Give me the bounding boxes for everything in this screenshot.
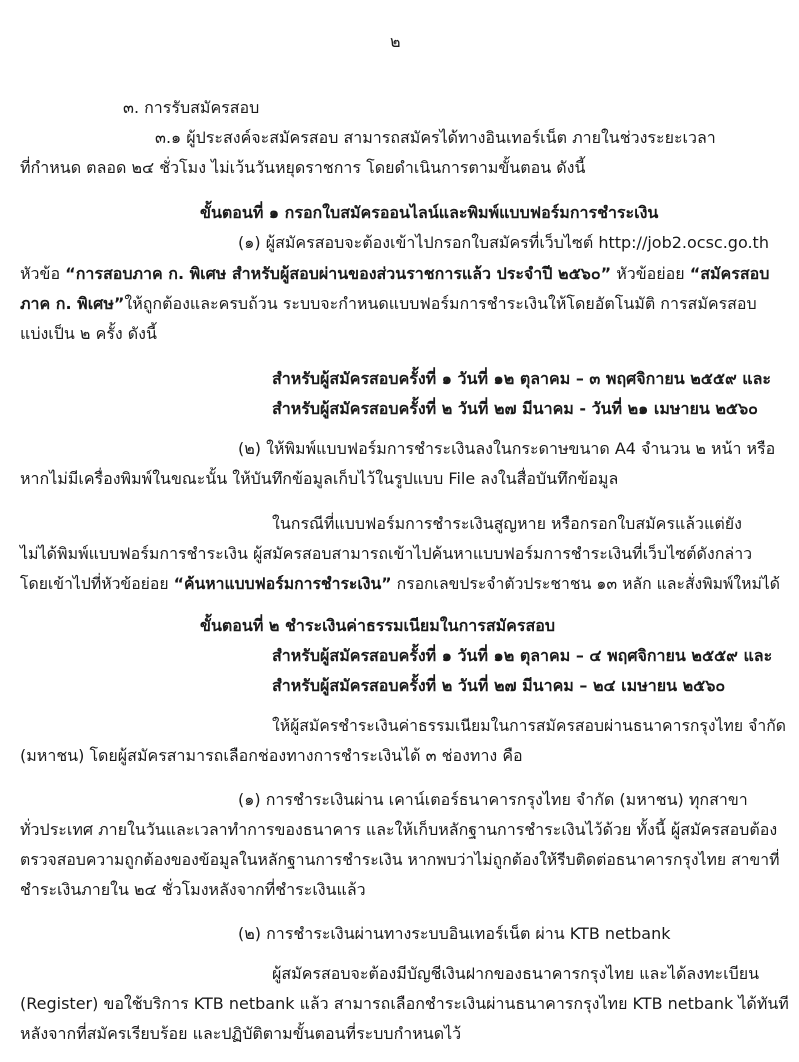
step-2-round-1: สำหรับผู้สมัครสอบครั้งที่ ๑ วันที่ ๑๒ ตุลาคม – ๔ พฤศจิกายน ๒๕๕๙ และ (272, 646, 773, 665)
search-form-bold: “ค้นหาแบบฟอร์มการชำระเงิน” (173, 574, 392, 593)
lost-form-line-3 (20, 572, 780, 596)
step-2-intro-line-2: (มหาชน) โดยผู้สมัครสามารถเลือกช่องทางการชำระเงินได้ ๓ ช่องทาง คือ (20, 746, 523, 765)
step-2-title: ขั้นตอนที่ ๒ ชำระเงินค่าธรรมเนียมในการสมัครสอบ (200, 616, 555, 635)
step-1-title: ขั้นตอนที่ ๑ กรอกใบสมัครออนไลน์และพิมพ์แบบฟอร์มการชำระเงิน (200, 203, 659, 222)
channel-1-line-2: ทั่วประเทศ ภายในวันและเวลาทำการของธนาคาร และให้เก็บหลักฐานการชำระเงินไว้ด้วย ทั้งนี้ ผู้สมัครสอบต้อง (20, 820, 778, 839)
step-2-round-2: สำหรับผู้สมัครสอบครั้งที่ ๒ วันที่ ๒๗ มีนาคม – ๒๔ เมษายน ๒๕๖๐ (272, 676, 726, 695)
subtopic-bold: ภาค ก. พิเศษ” (20, 294, 125, 313)
text-segment: กรอกเลขประจำตัวประชาชน ๑๓ หลัก และสั่งพิมพ์ใหม่ได้ (391, 574, 780, 593)
step-1-item-2-line-2: หากไม่มีเครื่องพิมพ์ในขณะนั้น ให้บันทึกข้อมูลเก็บไว้ในรูปแบบ File ลงในสื่อบันทึกข้อมูล (20, 469, 619, 488)
lost-form-line-2: ไม่ได้พิมพ์แบบฟอร์มการชำระเงิน ผู้สมัครสอบสามารถเข้าไปค้นหาแบบฟอร์มการชำระเงินที่เว็บไซต์ดังกล่าว (20, 544, 753, 563)
step-2-intro-line-1: ให้ผู้สมัครชำระเงินค่าธรรมเนียมในการสมัครสอบผ่านธนาคารกรุงไทย จำกัด (272, 716, 786, 735)
channel-1-line-4: ชำระเงินภายใน ๒๔ ชั่วโมงหลังจากที่ชำระเงินแล้ว (20, 880, 366, 899)
exam-title-bold: “การสอบภาค ก. พิเศษ สำหรับผู้สอบผ่านของส่วนราชการแล้ว ประจำปี ๒๕๖๐” (65, 264, 612, 283)
step-1-item-1-line-2 (20, 262, 769, 286)
channel-2-line-4: หลังจากที่สมัครเรียบร้อย และปฏิบัติตามขั้นตอนที่ระบบกำหนดไว้ (20, 1024, 462, 1043)
step-1-round-2: สำหรับผู้สมัครสอบครั้งที่ ๒ วันที่ ๒๗ มีนาคม - วันที่ ๒๑ เมษายน ๒๕๖๐ (272, 399, 758, 418)
text-segment: ให้ถูกต้องและครบถ้วน ระบบจะกำหนดแบบฟอร์มการชำระเงินให้โดยอัตโนมัติ การสมัครสอบ (124, 294, 757, 313)
channel-1-line-3: ตรวจสอบความถูกต้องของข้อมูลในหลักฐานการชำระเงิน หากพบว่าไม่ถูกต้องให้รีบติดต่อธนาคารกรุงไทย สาขาที่ (20, 850, 780, 869)
paragraph-3-1-line-2: ที่กำหนด ตลอด ๒๔ ชั่วโมง ไม่เว้นวันหยุดราชการ โดยดำเนินการตามขั้นตอน ดังนี้ (20, 158, 586, 177)
channel-2-line-2: ผู้สมัครสอบจะต้องมีบัญชีเงินฝากของธนาคารกรุงไทย และได้ลงทะเบียน (272, 964, 760, 983)
paragraph-3-1-line-1: ๓.๑ ผู้ประสงค์จะสมัครสอบ สามารถสมัครได้ทางอินเทอร์เน็ต ภายในช่วงระยะเวลา (155, 128, 716, 147)
lost-form-line-1: ในกรณีที่แบบฟอร์มการชำระเงินสูญหาย หรือกรอกใบสมัครแล้วแต่ยัง (272, 514, 742, 533)
page-number: ๒ (390, 32, 401, 51)
step-1-round-1: สำหรับผู้สมัครสอบครั้งที่ ๑ วันที่ ๑๒ ตุลาคม – ๓ พฤศจิกายน ๒๕๕๙ และ (272, 369, 771, 388)
channel-2-line-1: (๒) การชำระเงินผ่านทางระบบอินเทอร์เน็ต ผ่าน KTB netbank (238, 924, 671, 943)
step-1-item-1-line-1: (๑) ผู้สมัครสอบจะต้องเข้าไปกรอกใบสมัครที่เว็บไซต์ http://job2.ocsc.go.th (238, 233, 769, 252)
text-segment: โดยเข้าไปที่หัวข้อย่อย (20, 574, 174, 593)
section-heading: ๓. การรับสมัครสอบ (123, 98, 260, 117)
text-segment: หัวข้อ (20, 264, 66, 283)
subtopic-bold: “สมัครสอบ (689, 264, 770, 283)
step-1-item-1-line-3 (20, 292, 757, 316)
channel-2-line-3: (Register) ขอใช้บริการ KTB netbank แล้ว สามารถเลือกชำระเงินผ่านธนาคารกรุงไทย KTB netbank ได้ทันที (20, 994, 789, 1013)
step-1-item-1-line-4: แบ่งเป็น ๒ ครั้ง ดังนี้ (20, 324, 157, 343)
text-segment: หัวข้อย่อย (611, 264, 690, 283)
channel-1-line-1: (๑) การชำระเงินผ่าน เคาน์เตอร์ธนาคารกรุงไทย จำกัด (มหาชน) ทุกสาขา (238, 790, 748, 809)
step-1-item-2-line-1: (๒) ให้พิมพ์แบบฟอร์มการชำระเงินลงในกระดาษขนาด A4 จำนวน ๒ หน้า หรือ (238, 439, 776, 458)
